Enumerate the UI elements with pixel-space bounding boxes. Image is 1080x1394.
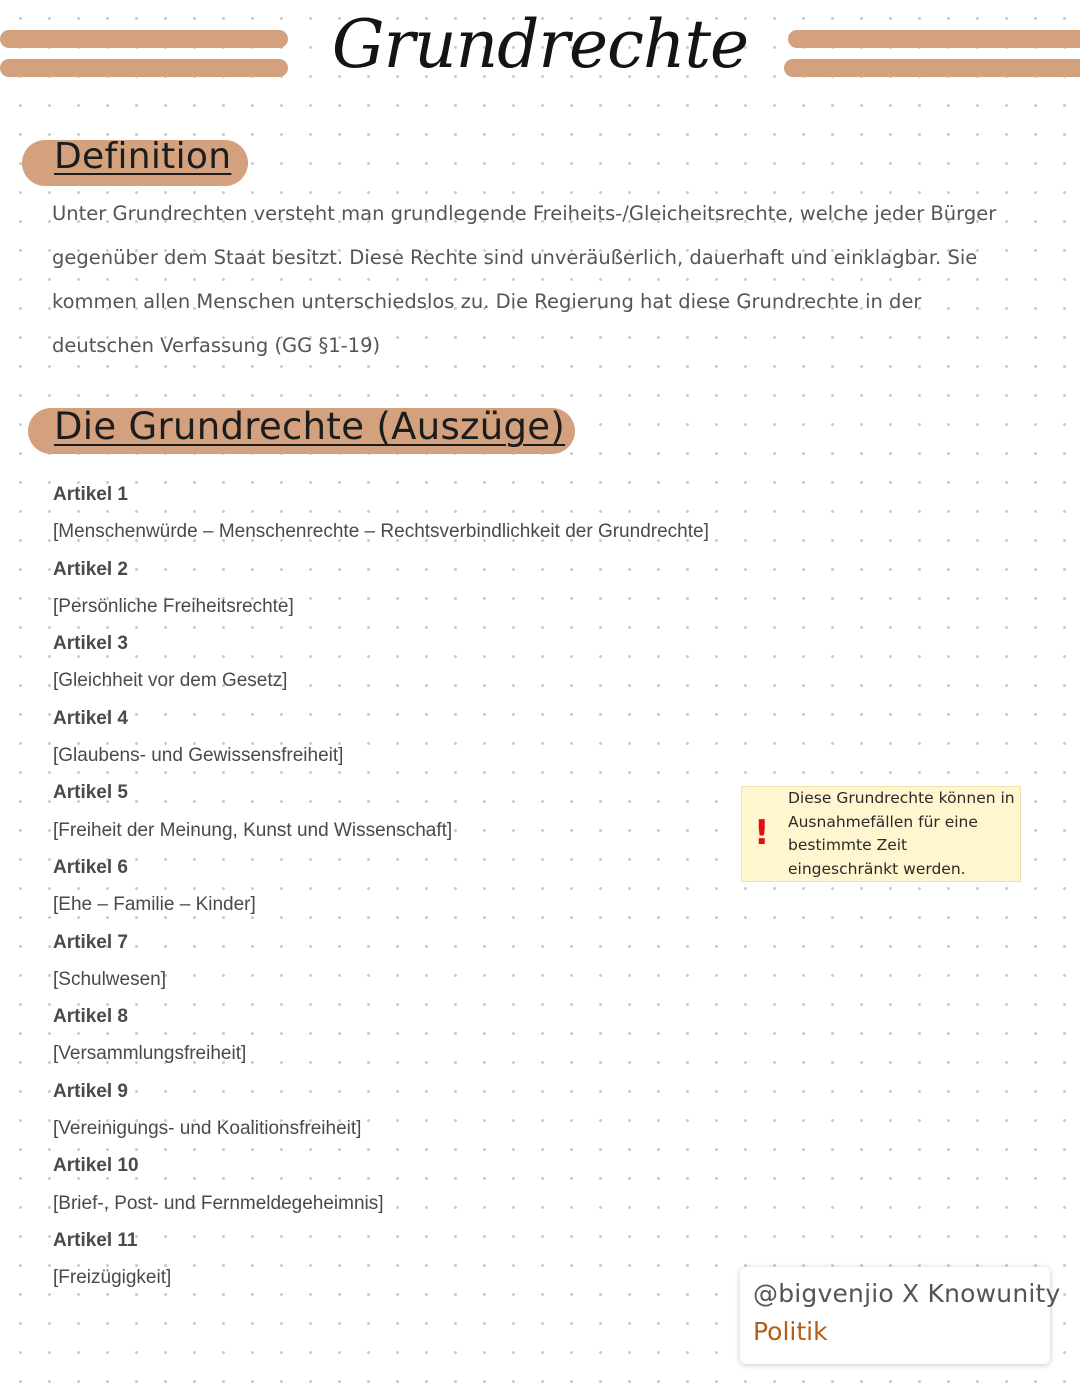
article-title: Artikel 6 [53,856,128,878]
article-title: Artikel 4 [53,707,128,729]
article-title: Artikel 2 [53,558,128,580]
article-description: [Schulwesen] [53,968,167,990]
article-description: [Versammlungsfreiheit] [53,1043,247,1065]
article-list [53,476,709,1297]
article-description: [Freizügigkeit] [53,1267,172,1289]
article-description: [Gleichheit vor dem Gesetz] [53,670,288,692]
article-title: Artikel 1 [53,484,128,505]
article-title: Artikel 5 [53,782,128,804]
definition-heading: Definition [54,136,232,177]
article-description: [Brief-, Post- und Fernmeldegeheimnis] [53,1192,384,1214]
page-title: Grundrechte [331,6,749,83]
article-description: [Menschenwürde – Menschenrechte – Rechtsverbindlichkeit der Grundrechte] [53,521,709,543]
article-title: Artikel 8 [53,1006,128,1028]
footer-subject: Politik [753,1317,828,1346]
decorative-bar-top-right-1 [788,30,1080,48]
article-description: [Persönliche Freiheitsrechte] [53,595,294,617]
article-title: Artikel 3 [53,633,128,655]
footer-card [740,1267,1061,1364]
exclamation-icon: ! [754,813,770,853]
article-title: Artikel 9 [53,1080,128,1102]
rights-heading: Die Grundrechte (Auszüge) [54,405,566,448]
article-description: [Freiheit der Meinung, Kunst und Wissenschaft] [53,819,453,841]
decorative-bar-top-left-2 [0,59,288,77]
article-title: Artikel 11 [53,1229,138,1251]
decorative-bar-top-right-2 [784,59,1080,77]
article-title: Artikel 7 [53,931,128,953]
notice-text: Diese Grundrechte können in Ausnahmefällen für eine bestimmte Zeit eingeschränkt werden. [788,789,1015,878]
notice-box [741,786,1021,882]
article-description: [Vereinigungs- und Koalitionsfreiheit] [53,1118,362,1140]
definition-text: Unter Grundrechten versteht man grundlegende Freiheits-/Gleicheitsrechte, welche jeder Bürger gegenüber dem Staat besitzt. Diese Rechte sind unveräußerlich, dauerhaft und einklagbar. Sie kommen allen Menschen unterschiedslos zu. Die Regierung hat diese Grundrechte in der deutschen Verfassung (GG §1-19) [52,202,997,357]
footer-handle: @bigvenjio X Knowunity [753,1279,1061,1308]
article-title: Artikel 10 [53,1155,139,1177]
decorative-bar-top-left-1 [0,30,288,48]
article-description: [Glaubens- und Gewissensfreiheit] [53,745,344,767]
article-description: [Ehe – Familie – Kinder] [53,894,256,916]
